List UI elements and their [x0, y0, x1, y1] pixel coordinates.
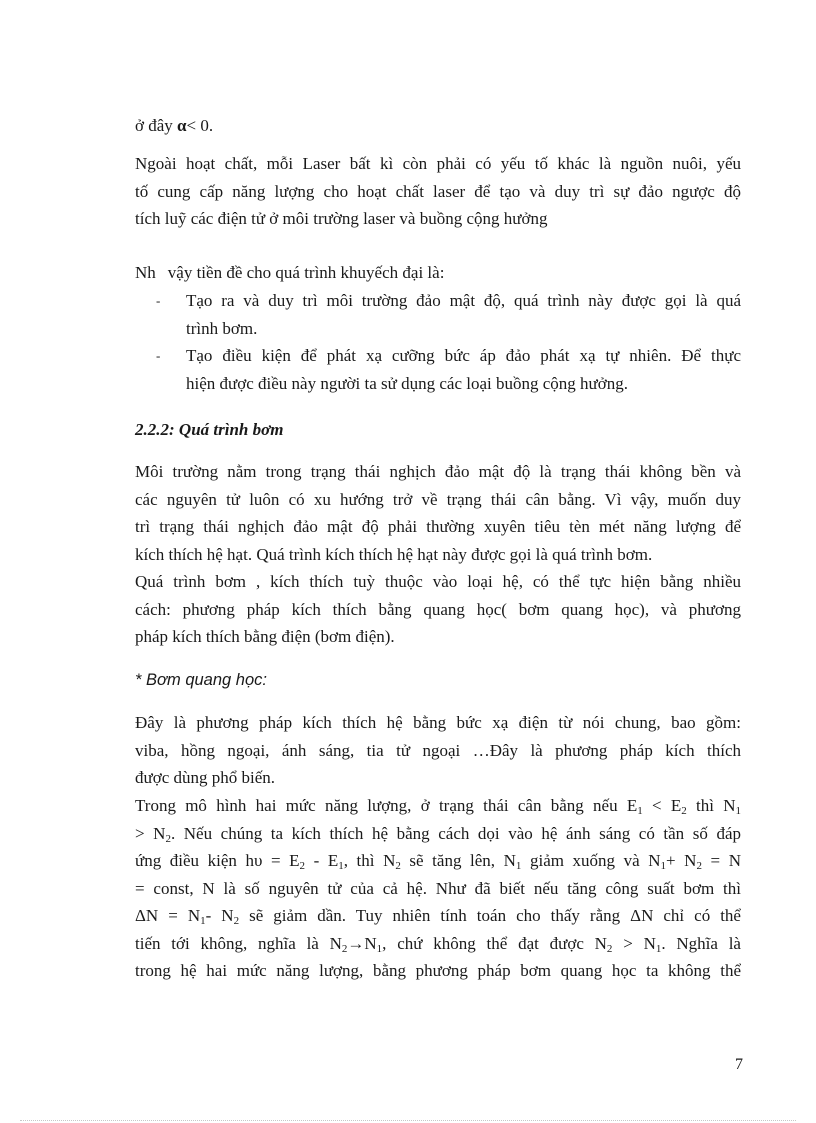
bullet-line: Tạo điều kiện để phát xạ cưỡng bức áp đảo phát xạ tự nhiên. Để thực — [186, 346, 741, 365]
paragraph-line: Quá trình bơm , kích thích tuỳ thuộc vào loại hệ, có thể tực hiện bằng nhiều — [135, 572, 741, 591]
paragraph-line: cách: phương pháp kích thích bằng quang học( bơm quang học), và phương — [135, 599, 741, 619]
paragraph-line: Môi trường nằm trong trạng thái nghịch đảo mật độ là trạng thái không bền và — [135, 462, 741, 481]
paragraph-line: = const, N là số nguyên tử của cả hệ. Như đã biết nếu tăng công suất bơm thì — [135, 878, 741, 898]
bullet-line: hiện được điều này người ta sử dụng các loại buồng cộng hưởng. — [186, 373, 628, 393]
paragraph-line: $\Delta N = N_1-$ $N_2$ sẽ giảm dần. Tuy nhiên tính toán cho thấy rằng ΔN chỉ có thể — [135, 906, 741, 927]
paragraph-line: trong hệ hai mức năng lượng, bằng phương pháp bơm quang học ta không thể — [135, 961, 741, 980]
paragraph-line: được dùng phổ biến. — [135, 768, 276, 787]
paragraph-line: Đây là phương pháp kích thích hệ bằng bức xạ điện từ nói chung, bao gồm: — [135, 713, 741, 732]
paragraph-line: tố cung cấp năng lượng cho hoạt chất laser để tạo và duy trì sự đảo ngược độ — [135, 181, 741, 201]
bullet-dash: - — [156, 348, 161, 363]
page-number: 7 — [735, 1056, 743, 1073]
premise-rest: vậy tiền đề cho quá trình khuyếch đại là: — [167, 263, 445, 282]
optical-pumping-heading: * Bơm quang học: — [135, 671, 267, 689]
paragraph-line: các nguyên tử luôn có xu hướng trở về trạng thái cân bằng. Vì vậy, muốn duy — [135, 489, 741, 509]
paragraph-line: trì trạng thái nghịch đảo mật độ phải thường xuyên tiêu tèn mét năng lượng để — [135, 517, 741, 536]
section-heading: 2.2.2: Quá trình bơm — [135, 420, 284, 439]
premise-nh: Nh — [135, 263, 156, 282]
bullet-item — [156, 342, 741, 397]
paragraph-two-level — [135, 792, 741, 985]
paragraph-line: pháp kích thích bằng điện (bơm điện). — [135, 627, 395, 646]
bullet-line: Tạo ra và duy trì môi trường đảo mật độ, quá trình này được gọi là quá — [186, 291, 741, 310]
paragraph-line: tích luỹ các điện tử ở môi trường laser và buồng cộng hưởng — [135, 209, 548, 228]
paragraph-optical — [135, 709, 741, 792]
premise-intro — [135, 259, 741, 287]
paragraph-line: Trong mô hình hai mức năng lượng, ở trạng thái cân bằng nếu $E_1 < E_2$ thì $N_1$ — [135, 796, 741, 817]
paragraph-line: Ngoài hoạt chất, mỗi Laser bất kì còn phải có yếu tố khác là nguồn nuôi, yếu — [135, 154, 741, 173]
paragraph-laser-source — [135, 150, 741, 233]
paragraph-line: tiến tới không, nghĩa là $N_2\to N_1$, chứ không thể đạt được $N_2 > N_1$. Nghĩa là — [135, 933, 741, 955]
paragraph-line: kích thích hệ hạt. Quá trình kích thích hệ hạt này được gọi là quá trình bơm. — [135, 544, 653, 564]
paragraph-line: ứng điều kiện $h\upsilon = E_2 - E_1$, thì $N_2$ sẽ tăng lên, $N_1$ giảm xuống và $N_1+ N_2 = N$ — [135, 851, 741, 872]
page-divider — [20, 1120, 796, 1121]
alpha-symbol: α — [177, 116, 187, 135]
alpha-prefix: ở đây — [135, 116, 178, 135]
bullet-item — [156, 287, 741, 342]
paragraph-line: viba, hồng ngoại, ánh sáng, tia tử ngoại …Đây là phương pháp kích thích — [135, 740, 741, 760]
paragraph-line: > $N_2$. Nếu chúng ta kích thích hệ bằng cách dọi vào hệ ánh sáng có tần số đáp — [135, 823, 741, 845]
alpha-condition-line — [135, 112, 741, 140]
paragraph-pumping — [135, 458, 741, 651]
alpha-suffix: < 0. — [186, 116, 214, 135]
bullet-line: trình bơm. — [186, 318, 258, 338]
bullet-dash: - — [156, 293, 161, 308]
